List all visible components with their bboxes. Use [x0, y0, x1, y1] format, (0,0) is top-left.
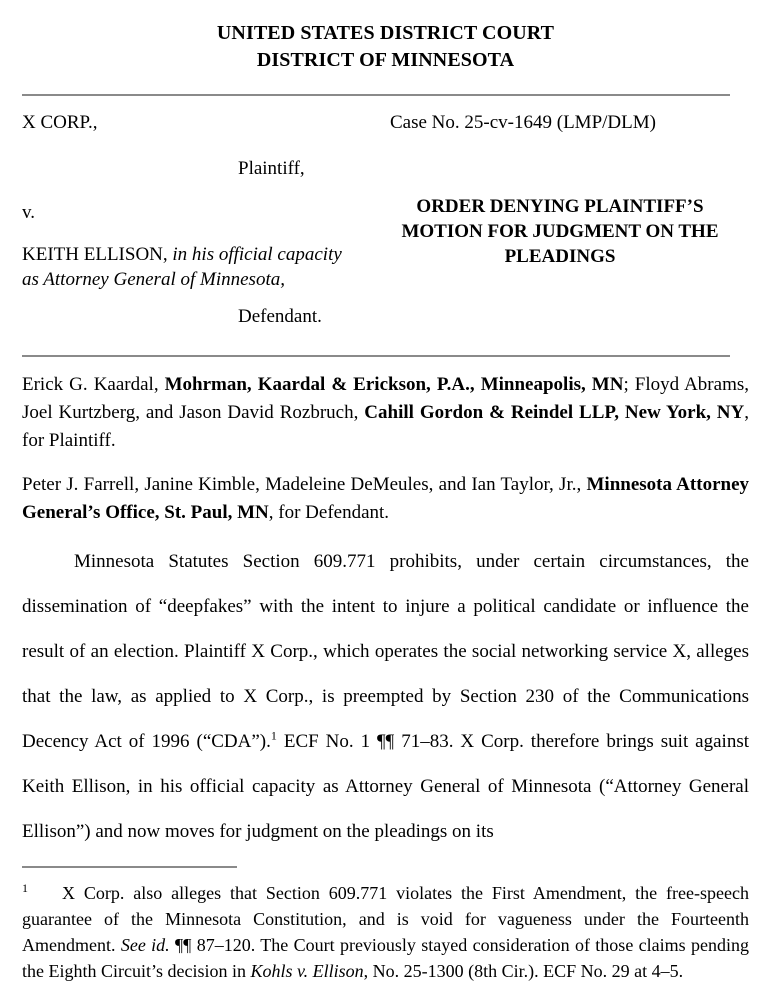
plaintiff-counsel-firm-1: Mohrman, Kaardal & Erickson, P.A., Minneapolis, MN	[164, 374, 624, 395]
footnote-signal-see-id: See id.	[120, 935, 170, 955]
opinion-text-part-1: Minnesota Statutes Section 609.771 prohibits, under certain circumstances, the dissemination of “deepfakes” with the intent to injure a political candidate or influence the result of an election. Plaintiff X Corp., which operates the social networking service X, alleges that the law, as applied to X Corp., is preempted by Section 230 of the Communications Decency Act of 1996 (“CDA”).	[22, 551, 749, 752]
opinion-paragraph-1	[22, 539, 749, 854]
defendant-counsel-firm: Minnesota Attorney General’s Office, St. Paul, MN	[22, 474, 749, 523]
footnote-text-part-1: X Corp. also alleges that Section 609.771 violates the First Amendment, the free-speech guarantee of the Minnesota Constitution, and is void for vagueness under the Fourteenth Amendment.	[22, 883, 749, 955]
caption-bottom-divider	[22, 355, 730, 357]
footnote-reference-1[interactable]: 1	[270, 728, 277, 743]
defendant-counsel-attorneys: Peter J. Farrell, Janine Kimble, Madeleine DeMeules, and Ian Taylor, Jr.,	[22, 474, 587, 495]
plaintiff-name: X CORP.,	[22, 112, 98, 133]
defendant-capacity-line-2: as Attorney General of Minnesota,	[22, 269, 285, 290]
plaintiff-counsel-role: , for Plaintiff.	[22, 402, 749, 451]
plaintiff-counsel-firm-2: Cahill Gordon & Reindel LLP, New York, NY	[364, 402, 745, 423]
footnote-area	[22, 866, 749, 984]
defendant-party-label: Defendant.	[238, 306, 322, 327]
plaintiff-party-label: Plaintiff,	[238, 158, 305, 179]
defendant-name-roman: KEITH ELLISON,	[22, 244, 168, 265]
defendant-capacity-line-1: in his official capacity	[167, 244, 342, 265]
order-title: ORDER DENYING PLAINTIFF’S MOTION FOR JUDGMENT ON THE PLEADINGS	[401, 196, 719, 267]
footnote-text-part-3: , No. 25-1300 (8th Cir.). ECF No. 29 at 4–5.	[363, 961, 684, 981]
defendant-name	[22, 242, 382, 292]
defendant-counsel-paragraph	[22, 471, 749, 527]
footnote-separator	[22, 866, 237, 868]
court-name-line: UNITED STATES DISTRICT COURT	[216, 22, 555, 44]
case-number: Case No. 25-cv-1649 (LMP/DLM)	[390, 112, 656, 133]
plaintiff-counsel-attorneys: Erick G. Kaardal,	[22, 374, 165, 395]
plaintiff-counsel-paragraph	[22, 371, 749, 455]
footnote-number: 1	[22, 881, 28, 895]
case-caption-block	[22, 96, 749, 336]
court-header	[22, 0, 749, 74]
plaintiff-counsel-attorneys-2: ; Floyd Abrams, Joel Kurtzberg, and Jason David Rozbruch,	[22, 374, 749, 423]
versus-label: v.	[22, 202, 36, 223]
footnote-text-part-2: ¶¶ 87–120. The Court previously stayed consideration of those claims pending the Eighth Circuit’s decision in	[22, 935, 749, 981]
defendant-counsel-role: , for Defendant.	[268, 502, 390, 523]
opinion-text-part-2: ECF No. 1 ¶¶ 71–83. X Corp. therefore brings suit against Keith Ellison, in his official capacity as Attorney General of Minnesota (“Attorney General Ellison”) and now moves for judgment on the pleadings on its	[22, 731, 749, 842]
footnote-case-citation: Kohls v. Ellison	[250, 961, 364, 981]
footnote-1	[22, 880, 749, 984]
court-district-line: DISTRICT OF MINNESOTA	[256, 49, 515, 71]
